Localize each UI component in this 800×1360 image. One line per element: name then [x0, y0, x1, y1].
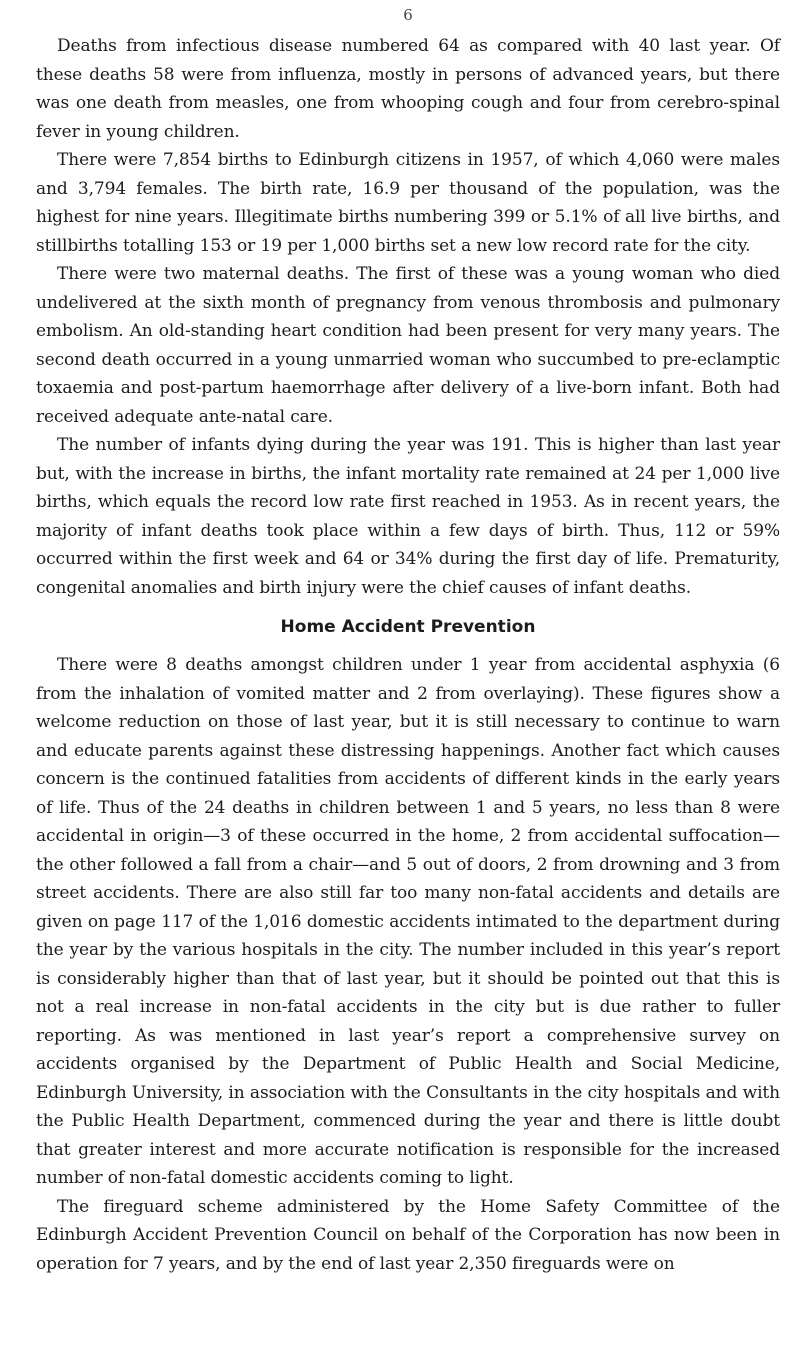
- section-heading: Home Accident Prevention: [280, 617, 536, 637]
- paragraph-infant-deaths: The number of infants dying during the year was 191. This is higher than last year but, with the increase in births, the infant mortality rate remained at 24 per 1,000 live births, which equals the record low rate first reached in 1953. As in recent years, the majority of infant deaths took place within a few days of birth. Thus, 112 or 59% occurred within the first week and 64 or 34% during the first day of life. Prematurity, congenital anomalies and birth injury were the chief causes of infant deaths.: [36, 435, 780, 598]
- paragraph-infectious-disease: Deaths from infectious disease numbered 64 as compared with 40 last year. Of these deaths 58 were from influenza, mostly in persons of advanced years, but there was one death from measles, one from whooping cough and four from cerebro-spinal fever in young children.: [36, 36, 780, 142]
- paragraph-maternal-deaths: There were two maternal deaths. The first of these was a young woman who died undelivered at the sixth month of pregnancy from venous thrombosis and pulmonary embolism. An old-standing heart condition had been present for very many years. The second death occurred in a young unmarried woman who succumbed to pre-eclamptic toxaemia and post-partum haemorrhage after delivery of a live-born infant. Both had received adequate ante-natal care.: [36, 264, 780, 427]
- document-page: [36, 6, 780, 1278]
- page-number: 6: [403, 6, 413, 24]
- paragraph-fireguard-scheme: The fireguard scheme administered by the Home Safety Committee of the Edinburgh Accident Prevention Council on behalf of the Corporation has now been in operation for 7 years, and by the end of last year 2,350 fireguards were on: [36, 1196, 780, 1274]
- paragraph-births: There were 7,854 births to Edinburgh citizens in 1957, of which 4,060 were males and 3,794 females. The birth rate, 16.9 per thousand of the population, was the highest for nine years. Illegitimate births numbering 399 or 5.1% of all live births, and stillbirths totalling 153 or 19 per 1,000 births set a new low record rate for the city.: [36, 150, 780, 256]
- paragraph-accidental-asphyxia: There were 8 deaths amongst children under 1 year from accidental asphyxia (6 from the inhalation of vomited matter and 2 from overlaying). These figures show a welcome reduction on those of last year, but it is still necessary to continue to warn and educate parents against these distressing happenings. Another fact which causes concern is the continued fatalities from accidents of different kinds in the early years of life. Thus of the 24 deaths in children between 1 and 5 years, no less than 8 were accidental in origin—3 of these occurred in the home, 2 from accidental suffocation—the other followed a fall from a chair—and 5 out of doors, 2 from drowning and 3 from street accidents. There are also still far too many non-fatal accidents and details are given on page 117 of the 1,016 domestic accidents intimated to the department during the year by the various hospitals in the city. The number included in this year’s report is considerably higher than that of last year, but it should be pointed out that this is not a real increase in non-fatal accidents in the city but is due rather to fuller reporting. As was mentioned in last year’s report a comprehensive survey on accidents organised by the Department of Public Health and Social Medicine, Edinburgh University, in association with the Consultants in the city hospitals and with the Public Health Department, commenced during the year and there is little doubt that greater interest and more accurate notification is responsible for the increased number of non-fatal domestic accidents coming to light.: [36, 655, 780, 1188]
